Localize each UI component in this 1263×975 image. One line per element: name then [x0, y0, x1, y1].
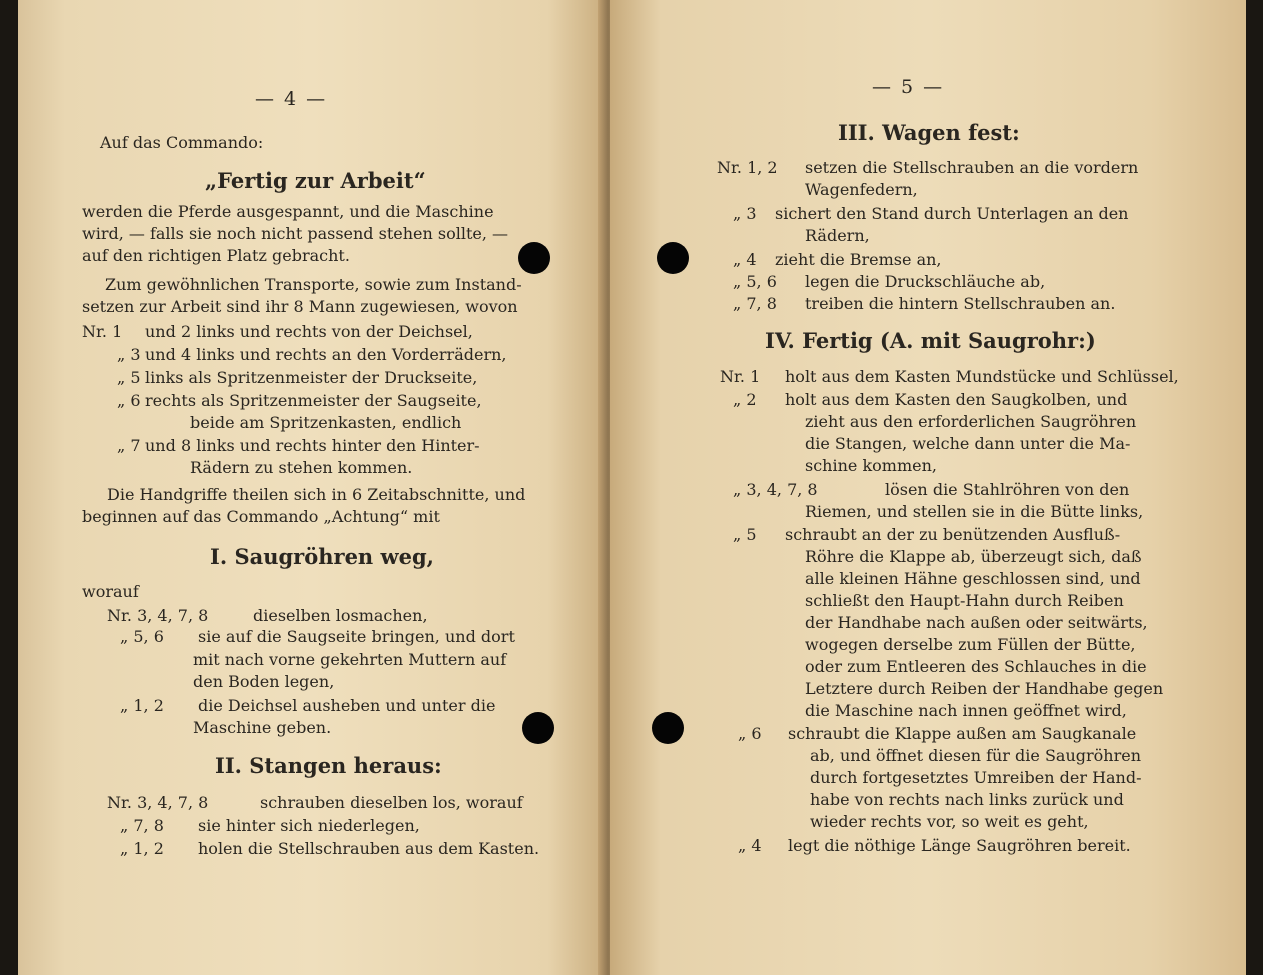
left-page-number: — 4 —	[255, 88, 328, 110]
assignment-text: rechts als Spritzenmeister der Saugseite,	[145, 391, 482, 410]
punch-hole-right-upper	[657, 242, 689, 274]
section1-prefix: Nr. 3, 4, 7, 8	[107, 606, 209, 625]
section3-text: sichert den Stand durch Unterlagen an den	[775, 204, 1129, 223]
section4-text: wogegen derselbe zum Füllen der Bütte,	[805, 635, 1136, 654]
section4-text: der Handhabe nach außen oder seitwärts,	[805, 613, 1148, 632]
command-heading: „Fertig zur Arbeit“	[205, 168, 426, 193]
assignment-prefix: „ 6	[117, 391, 141, 410]
section4-text: legt die nöthige Länge Saugröhren bereit.	[788, 836, 1131, 855]
section4-text: oder zum Entleeren des Schlauches in die	[805, 657, 1147, 676]
section4-text: die Stangen, welche dann unter die Ma-	[805, 434, 1131, 453]
para1-line: wird, — falls sie noch nicht passend stehen sollte, —	[82, 224, 509, 243]
assignment-text: links als Spritzenmeister der Druckseite,	[145, 368, 478, 387]
assignment-prefix: „ 5	[117, 368, 141, 387]
section4-text: die Maschine nach innen geöffnet wird,	[805, 701, 1127, 720]
para2-line: setzen zur Arbeit sind ihr 8 Mann zugewiesen, wovon	[82, 297, 518, 316]
section3-prefix: Nr. 1, 2	[717, 158, 778, 177]
para3-line: Die Handgriffe theilen sich in 6 Zeitabschnitte, und	[107, 485, 526, 504]
assignment-prefix: „ 3	[117, 345, 141, 364]
section4-text: holt aus dem Kasten den Saugkolben, und	[785, 390, 1128, 409]
para1-line: auf den richtigen Platz gebracht.	[82, 246, 350, 265]
punch-hole-left-lower	[522, 712, 554, 744]
section3-text: treiben die hintern Stellschrauben an.	[805, 294, 1116, 313]
section4-text: lösen die Stahlröhren von den	[885, 480, 1130, 499]
assignment-text: und 2 links und rechts von der Deichsel,	[145, 322, 473, 341]
section4-text: schraubt an der zu benützenden Ausfluß-	[785, 525, 1121, 544]
section2-prefix: Nr. 3, 4, 7, 8	[107, 793, 209, 812]
section4-prefix: „ 4	[738, 836, 762, 855]
left-intro: Auf das Commando:	[100, 133, 264, 152]
section4-prefix: „ 3, 4, 7, 8	[733, 480, 818, 499]
section4-heading: IV. Fertig (A. mit Saugrohr:)	[765, 328, 1096, 353]
assignment-prefix: Nr. 1	[82, 322, 123, 341]
section2-text: schrauben dieselben los, worauf	[260, 793, 523, 812]
section4-text: wieder rechts vor, so weit es geht,	[810, 812, 1089, 831]
section4-text: schließt den Haupt-Hahn durch Reiben	[805, 591, 1124, 610]
assignment-text: beide am Spritzenkasten, endlich	[190, 413, 462, 432]
section2-text: holen die Stellschrauben aus dem Kasten.	[198, 839, 540, 858]
assignment-text: und 8 links und rechts hinter den Hinter-	[145, 436, 480, 455]
section3-prefix: „ 3	[733, 204, 757, 223]
section3-text: setzen die Stellschrauben an die vordern	[805, 158, 1139, 177]
section1-text: sie auf die Saugseite bringen, und dort	[198, 627, 515, 646]
section1-heading: I. Saugröhren weg,	[210, 544, 434, 569]
assignment-text: Rädern zu stehen kommen.	[190, 458, 413, 477]
section1-prefix: „ 1, 2	[120, 696, 164, 715]
section1-prefix: „ 5, 6	[120, 627, 164, 646]
section3-prefix: „ 7, 8	[733, 294, 777, 313]
section3-prefix: „ 5, 6	[733, 272, 777, 291]
assignment-text: und 4 links und rechts an den Vorderrädern,	[145, 345, 507, 364]
right-page-number: — 5 —	[872, 76, 945, 98]
section4-prefix: „ 5	[733, 525, 757, 544]
section1-intro: worauf	[82, 582, 139, 601]
punch-hole-right-lower	[652, 712, 684, 744]
assignment-prefix: „ 7	[117, 436, 141, 455]
para2-line: Zum gewöhnlichen Transporte, sowie zum Instand-	[105, 275, 522, 294]
section2-prefix: „ 1, 2	[120, 839, 164, 858]
section3-heading: III. Wagen fest:	[838, 120, 1020, 145]
section1-text: dieselben losmachen,	[253, 606, 428, 625]
section4-text: Röhre die Klappe ab, überzeugt sich, daß	[805, 547, 1142, 566]
section4-text: schraubt die Klappe außen am Saugkanale	[788, 724, 1137, 743]
section3-text: Wagenfedern,	[805, 180, 918, 199]
section2-prefix: „ 7, 8	[120, 816, 164, 835]
section3-prefix: „ 4	[733, 250, 757, 269]
section1-text: Maschine geben.	[193, 718, 332, 737]
section4-text: habe von rechts nach links zurück und	[810, 790, 1124, 809]
section4-text: alle kleinen Hähne geschlossen sind, und	[805, 569, 1141, 588]
section4-text: Riemen, und stellen sie in die Bütte links,	[805, 502, 1144, 521]
section4-text: ab, und öffnet diesen für die Saugröhren	[810, 746, 1142, 765]
section4-prefix: „ 6	[738, 724, 762, 743]
section4-text: durch fortgesetztes Umreiben der Hand-	[810, 768, 1142, 787]
section1-text: den Boden legen,	[193, 672, 335, 691]
section4-prefix: „ 2	[733, 390, 757, 409]
section2-heading: II. Stangen heraus:	[215, 753, 442, 778]
section3-text: Rädern,	[805, 226, 870, 245]
para3-line: beginnen auf das Commando „Achtung“ mit	[82, 507, 440, 526]
section4-prefix: Nr. 1	[720, 367, 761, 386]
section2-text: sie hinter sich niederlegen,	[198, 816, 420, 835]
section4-text: holt aus dem Kasten Mundstücke und Schlüssel,	[785, 367, 1179, 386]
para1-line: werden die Pferde ausgespannt, und die Maschine	[82, 202, 494, 221]
punch-hole-left-upper	[518, 242, 550, 274]
section1-text: mit nach vorne gekehrten Muttern auf	[193, 650, 507, 669]
section3-text: legen die Druckschläuche ab,	[805, 272, 1046, 291]
section3-text: zieht die Bremse an,	[775, 250, 942, 269]
section4-text: schine kommen,	[805, 456, 937, 475]
section4-text: Letztere durch Reiben der Handhabe gegen	[805, 679, 1164, 698]
section1-text: die Deichsel ausheben und unter die	[198, 696, 496, 715]
section4-text: zieht aus den erforderlichen Saugröhren	[805, 412, 1137, 431]
